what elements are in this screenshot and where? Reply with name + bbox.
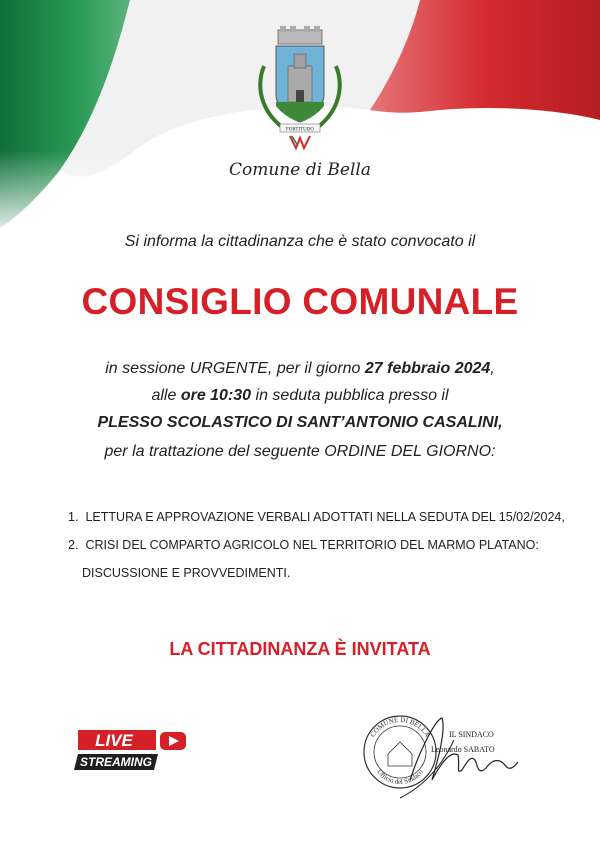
session-time-line: alle ore 10:30 in seduta pubblica presso il bbox=[151, 387, 449, 404]
agenda-item: 2. CRISI DEL COMPARTO AGRICOLO NEL TERRITORIO DEL MARMO PLATANO: DISCUSSIONE E PROVVEDIMENTI. bbox=[68, 538, 539, 580]
page-title: CONSIGLIO COMUNALE bbox=[81, 281, 519, 322]
play-icon bbox=[160, 732, 186, 750]
svg-text:STREAMING: STREAMING bbox=[80, 755, 152, 769]
comune-name: Comune di Bella bbox=[228, 160, 371, 180]
svg-text:FORTITUDO: FORTITUDO bbox=[285, 127, 315, 133]
mayor-title: IL SINDACO bbox=[449, 730, 494, 739]
town-crest-emblem bbox=[246, 26, 354, 156]
agenda-intro-line: per la trattazione del seguente ORDINE DEL GIORNO: bbox=[104, 443, 496, 460]
session-date: 27 febbraio 2024 bbox=[364, 360, 491, 377]
session-time: ore 10:30 bbox=[180, 387, 252, 404]
svg-text:LIVE: LIVE bbox=[95, 731, 133, 750]
agenda-item: 1. LETTURA E APPROVAZIONE VERBALI ADOTTATI NELLA SEDUTA DEL 15/02/2024, bbox=[68, 510, 565, 524]
svg-text:COMUNE DI BELLA: COMUNE DI BELLA bbox=[368, 715, 432, 739]
intro-text: Si informa la cittadinanza che è stato convocato il bbox=[124, 233, 476, 250]
session-date-line: in sessione URGENTE, per il giorno 27 febbraio 2024, bbox=[105, 360, 495, 377]
svg-text:Ufficio del Sindaco: Ufficio del Sindaco bbox=[375, 767, 425, 787]
mayor-signature bbox=[380, 710, 530, 805]
mayor-name: Leonardo SABATO bbox=[431, 745, 495, 754]
live-streaming-badge bbox=[74, 728, 192, 774]
invitation-text: LA CITTADINANZA È INVITATA bbox=[169, 639, 431, 659]
agenda-list bbox=[68, 510, 565, 594]
venue-line: PLESSO SCOLASTICO DI SANT’ANTONIO CASALINI, bbox=[97, 414, 503, 431]
